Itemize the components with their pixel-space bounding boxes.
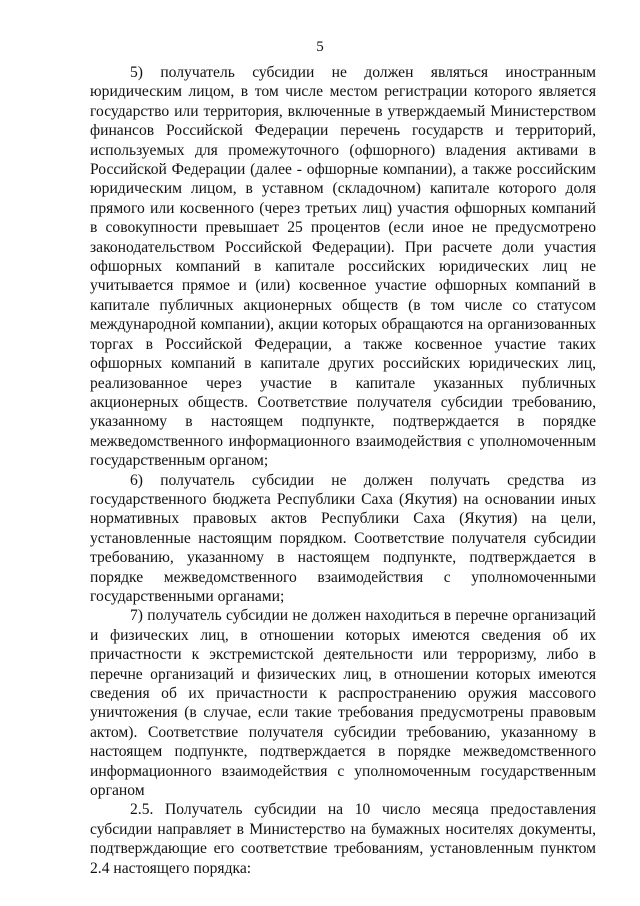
paragraph-item-7: 7) получатель субсидии не должен находиться в перечне организаций и физических лиц, в отношении которых имеются сведения об их причастности к экстремистской деятельности или терроризму, либо в перечне организаций и физических лиц, в отношении которых имеются сведения об их причастности к распространению оружия массового уничтожения (в случае, если такие требования предусмотрены правовым актом). Соответствие получателя субсидии требованию, указанному в настоящем подпункте, подтверждается в порядке межведомственного информационного взаимодействия с уполномоченным государственным органом — [90, 607, 596, 800]
document-body — [90, 63, 596, 878]
paragraph-item-6: 6) получатель субсидии не должен получать средства из государственного бюджета Республики Саха (Якутия) на основании иных нормативных правовых актов Республики Саха (Якутия) на цели, установленные настоящим порядком. Соответствие получателя субсидии требованию, указанному в настоящем подпункте, подтверждается в порядке межведомственного взаимодействия с уполномоченными государственными органами; — [90, 471, 596, 605]
paragraph-item-5: 5) получатель субсидии не должен являться иностранным юридическим лицом, в том числе местом регистрации которого является государство или территория, включенные в утверждаемый Министерством финансов Российской Федерации перечень государств и территорий, используемых для промежуточного (офшорного) владения активами в Российской Федерации (далее - офшорные компании), а также российским юридическим лицом, в уставном (складочном) капитале которого доля прямого или косвенного (через третьих лиц) участия офшорных компаний в совокупности превышает 25 процентов (если иное не предусмотрено законодательством Российской Федерации). При расчете доли участия офшорных компаний в капитале российских юридических лиц не учитывается прямое и (или) косвенное участие офшорных компаний в капитале публичных акционерных обществ (в том числе со статусом международной компании), акции которых обращаются на организованных торгах в Российской Федерации, а также косвенное участие таких офшорных компаний в капитале других российских юридических лиц, реализованное через участие в капитале указанных публичных акционерных обществ. Соответствие получателя субсидии требованию, указанному в настоящем подпункте, подтверждается в порядке межведомственного информационного взаимодействия с уполномоченным государственным органом; — [90, 64, 596, 470]
paragraph-clause-2-5: 2.5. Получатель субсидии на 10 число месяца предоставления субсидии направляет в Министерство на бумажных носителях документы, подтверждающие его соответствие требованиям, установленным пунктом 2.4 настоящего порядка: — [90, 801, 596, 877]
page-number: 5 — [316, 39, 324, 55]
